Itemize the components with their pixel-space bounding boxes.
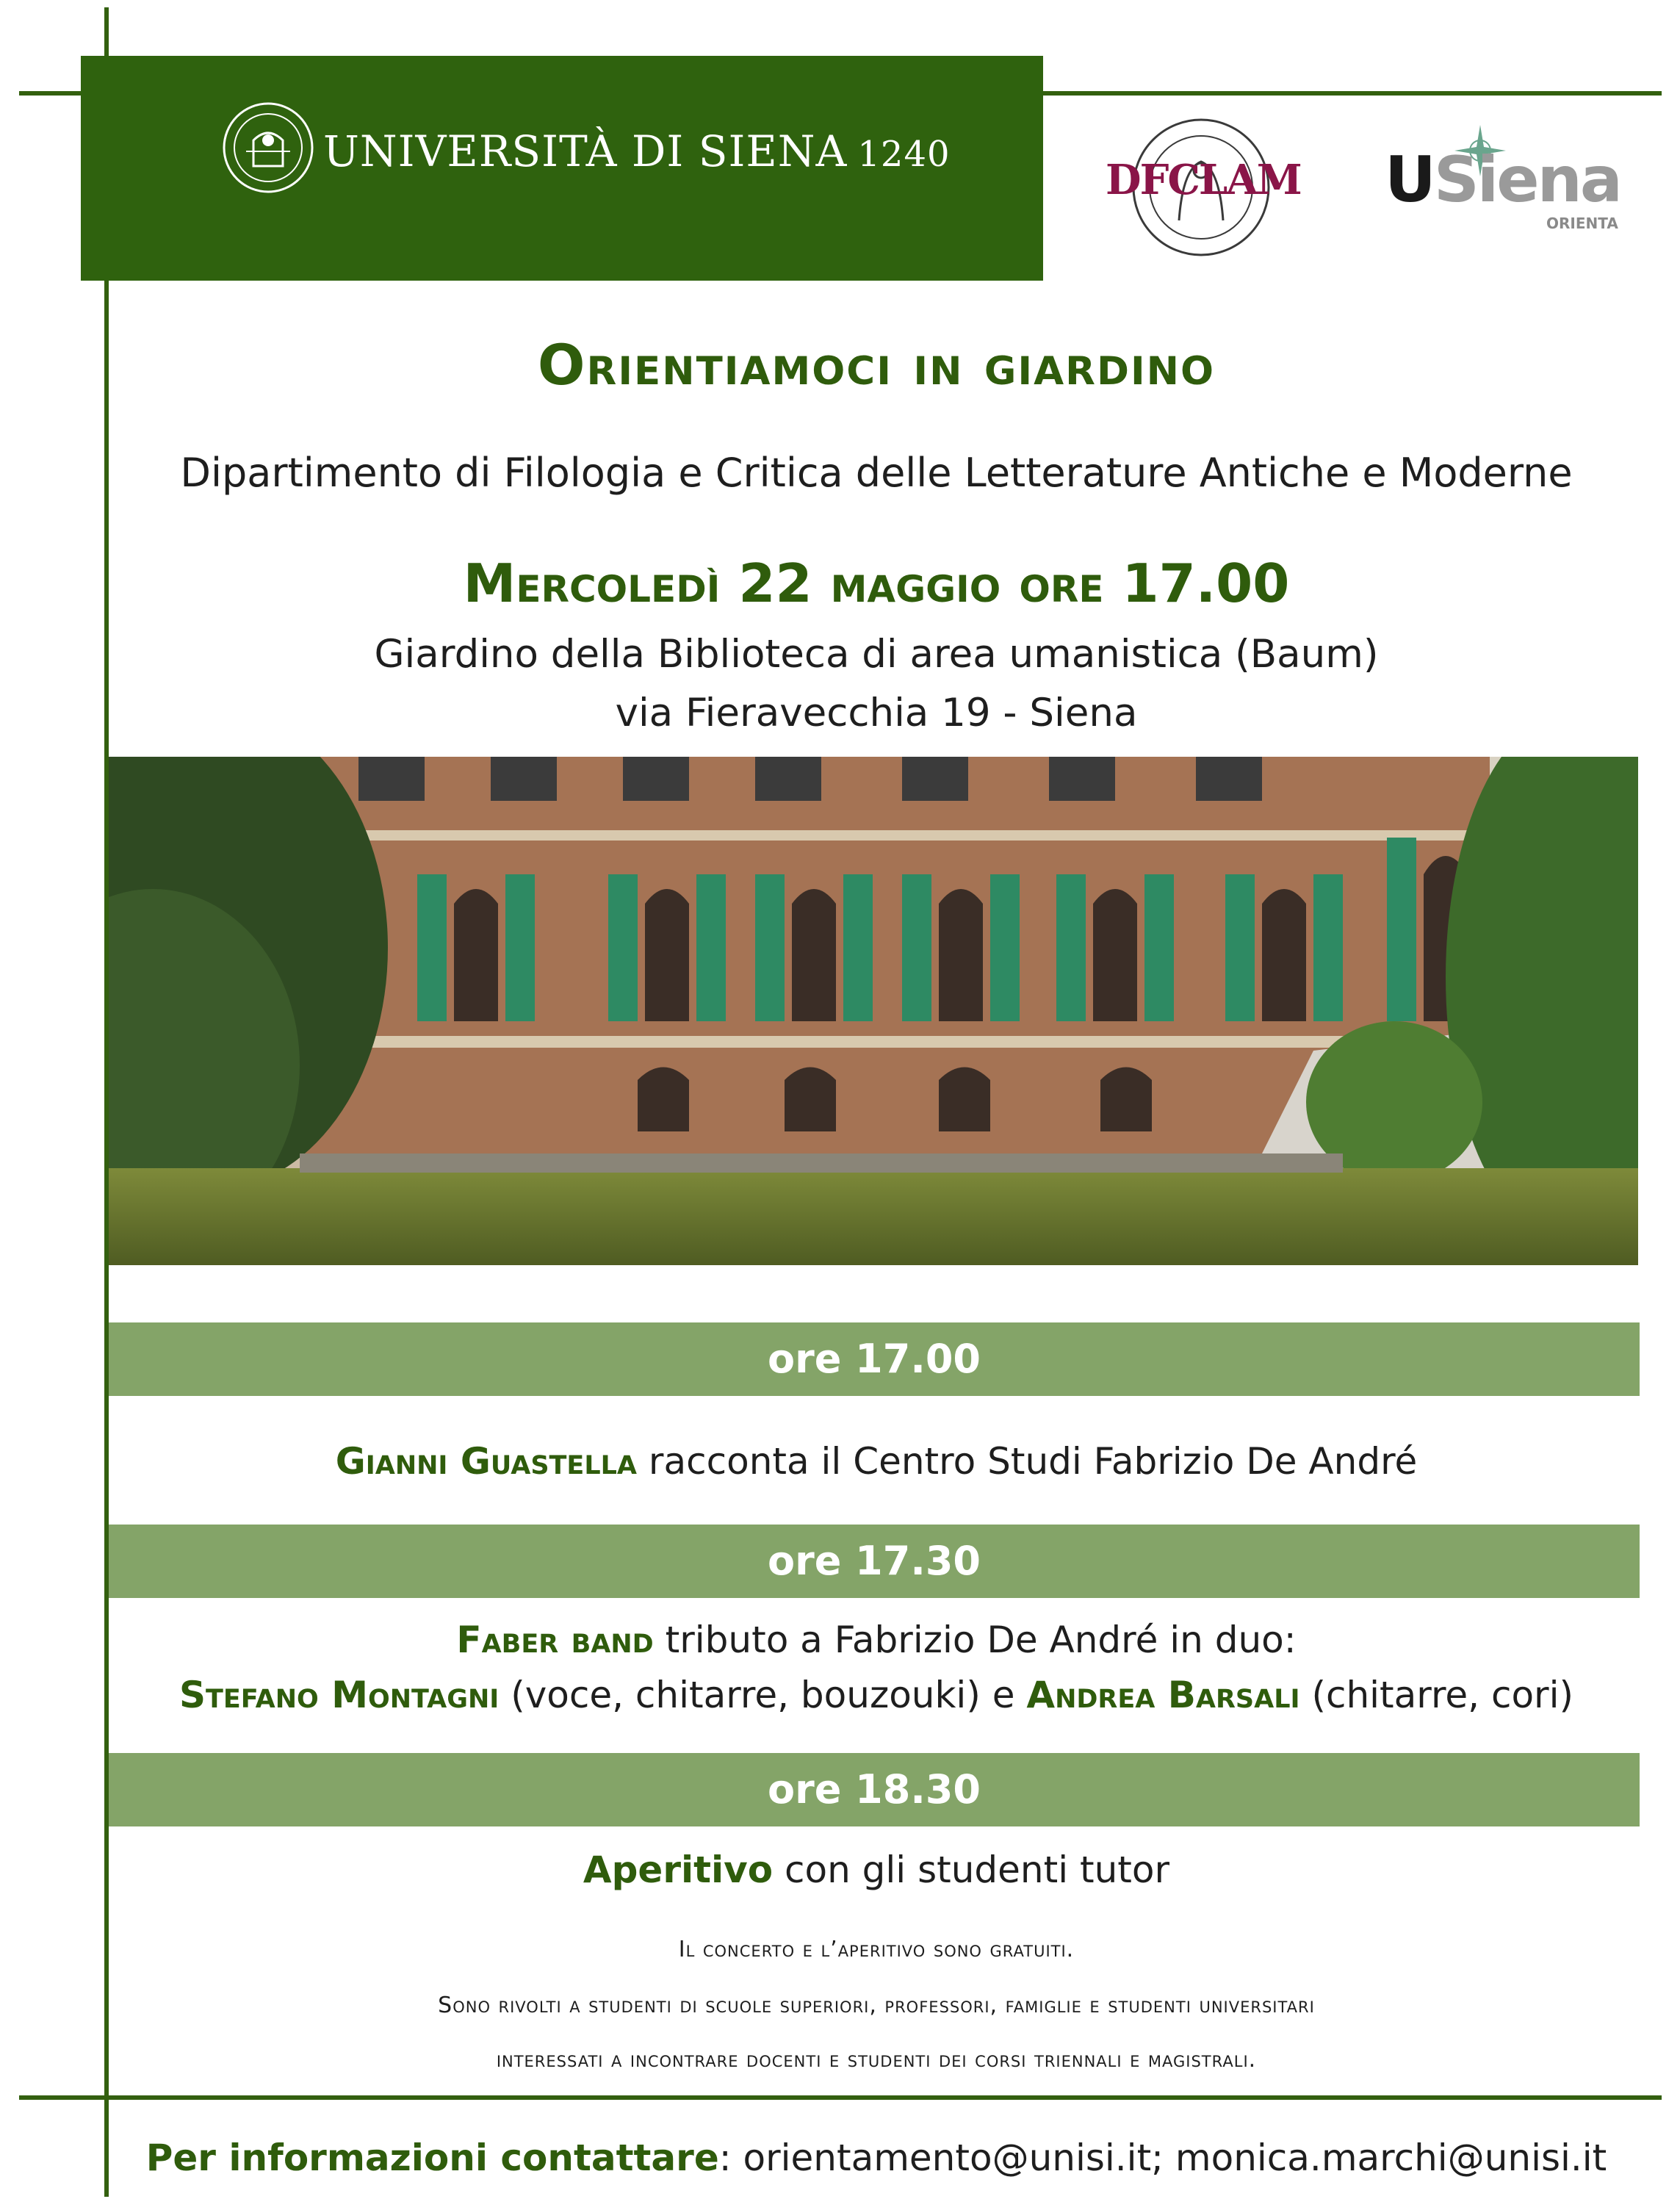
- department-name: Dipartimento di Filologia e Critica delle Letterature Antiche e Moderne: [180, 450, 1573, 496]
- university-name: UNIVERSITÀ DI SIENA 1240: [323, 126, 951, 176]
- frame-bottom-line: [19, 2095, 1662, 2100]
- speaker-name: Gianni Guastella: [335, 1440, 638, 1483]
- artist-name-2: Andrea Barsali: [1026, 1674, 1300, 1716]
- contact-label: Per informazioni contattare: [145, 2137, 719, 2179]
- event-date: Mercoledì 22 maggio ore 17.00: [463, 552, 1290, 614]
- schedule-item-3: Aperitivo con gli studenti tutor: [583, 1849, 1170, 1891]
- university-header-banner: [81, 56, 1043, 281]
- schedule-item-2-line1: Faber band tributo a Fabrizio De André in duo:: [456, 1619, 1297, 1661]
- band-name: Faber band: [456, 1619, 654, 1661]
- note-line-2: Sono rivolti a studenti di scuole superiori, professori, famiglie e studenti universitari: [438, 1993, 1315, 2018]
- usiena-logo-text: USiena: [1385, 143, 1620, 217]
- artist-name-1: Stefano Montagni: [179, 1674, 500, 1716]
- contact-line: Per informazioni contattare: orientamento@unisi.it; monica.marchi@unisi.it: [145, 2137, 1607, 2179]
- event-venue: Giardino della Biblioteca di area umanistica (Baum): [374, 632, 1379, 677]
- garden-building-photo: [109, 757, 1638, 1265]
- event-title: Orientiamoci in giardino: [537, 332, 1216, 397]
- aperitivo-highlight: Aperitivo: [583, 1849, 774, 1891]
- time-bar-3: ore 18.30: [109, 1753, 1640, 1826]
- dfclam-logo-text: DFCLAM: [1106, 156, 1301, 204]
- event-address: via Fieravecchia 19 - Siena: [615, 691, 1138, 735]
- contact-emails[interactable]: orientamento@unisi.it; monica.marchi@unisi.it: [743, 2137, 1607, 2179]
- university-seal-icon: [220, 100, 316, 195]
- usiena-logo-subtitle: ORIENTA: [1546, 215, 1618, 232]
- schedule-item-2-line2: Stefano Montagni (voce, chitarre, bouzouki) e Andrea Barsali (chitarre, cori): [179, 1674, 1573, 1716]
- note-line-1: Il concerto e l’aperitivo sono gratuiti.: [678, 1937, 1075, 1962]
- note-line-3: interessati a incontrare docenti e studenti dei corsi triennali e magistrali.: [496, 2047, 1257, 2073]
- time-bar-1: ore 17.00: [109, 1322, 1640, 1396]
- time-bar-2: ore 17.30: [109, 1525, 1640, 1598]
- schedule-item-1: Gianni Guastella racconta il Centro Studi Fabrizio De André: [335, 1440, 1418, 1483]
